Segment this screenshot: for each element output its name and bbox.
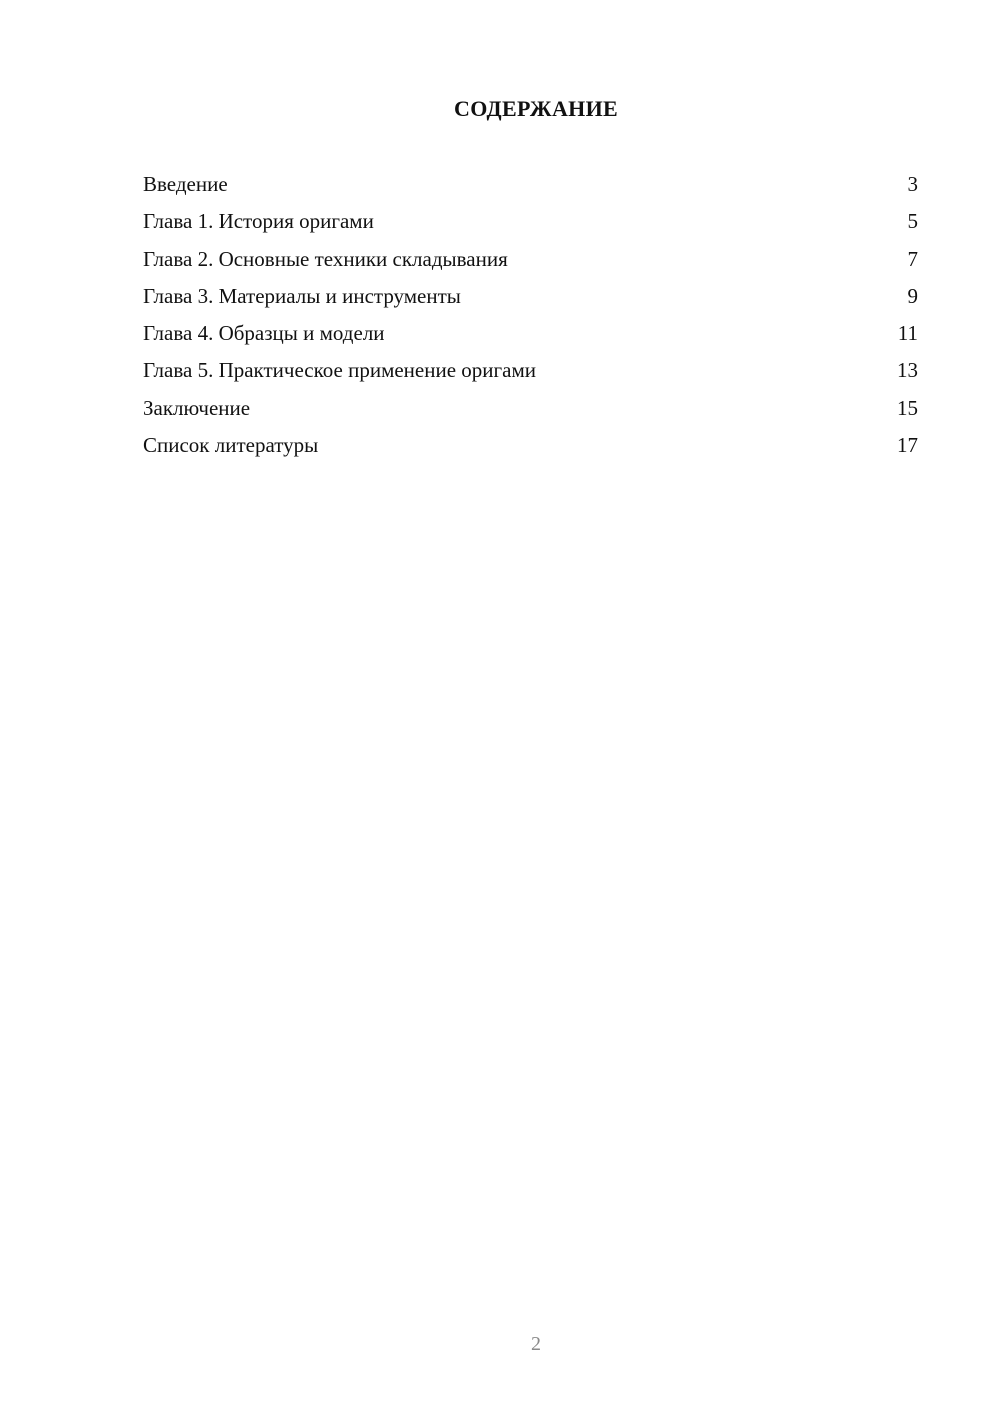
toc-entry-label: Глава 4. Образцы и модели — [143, 321, 385, 346]
toc-entry-label: Глава 2. Основные техники складывания — [143, 246, 508, 271]
toc-entry-chapter-3 — [143, 280, 918, 317]
toc-entry-page: 17 — [897, 433, 918, 458]
toc-entry-references — [143, 429, 918, 466]
page-number: 2 — [531, 1333, 541, 1355]
toc-entry-page: 13 — [897, 358, 918, 383]
toc-entry-chapter-1 — [143, 205, 918, 242]
toc-entry-page: 15 — [897, 395, 918, 420]
toc-entry-introduction — [143, 168, 918, 205]
toc-entry-chapter-4 — [143, 317, 918, 354]
toc-entry-label: Список литературы — [143, 433, 319, 458]
toc-entry-label: Глава 3. Материалы и инструменты — [143, 283, 461, 308]
toc-entry-page: 3 — [907, 172, 918, 196]
toc-entry-label: Заключение — [143, 395, 251, 420]
toc-entry-page: 7 — [907, 246, 918, 271]
table-of-contents — [143, 168, 918, 466]
toc-entry-label: Глава 5. Практическое применение оригами — [143, 358, 536, 383]
toc-entry-page: 5 — [907, 209, 918, 234]
toc-entry-chapter-2 — [143, 243, 918, 280]
toc-entry-chapter-5 — [143, 354, 918, 391]
toc-entry-label: Введение — [143, 172, 228, 196]
toc-entry-conclusion — [143, 392, 918, 429]
toc-entry-label: Глава 1. История оригами — [143, 209, 374, 234]
toc-entry-page: 9 — [907, 283, 918, 308]
page-title: СОДЕРЖАНИЕ — [454, 96, 618, 121]
toc-entry-page: 11 — [897, 321, 918, 346]
